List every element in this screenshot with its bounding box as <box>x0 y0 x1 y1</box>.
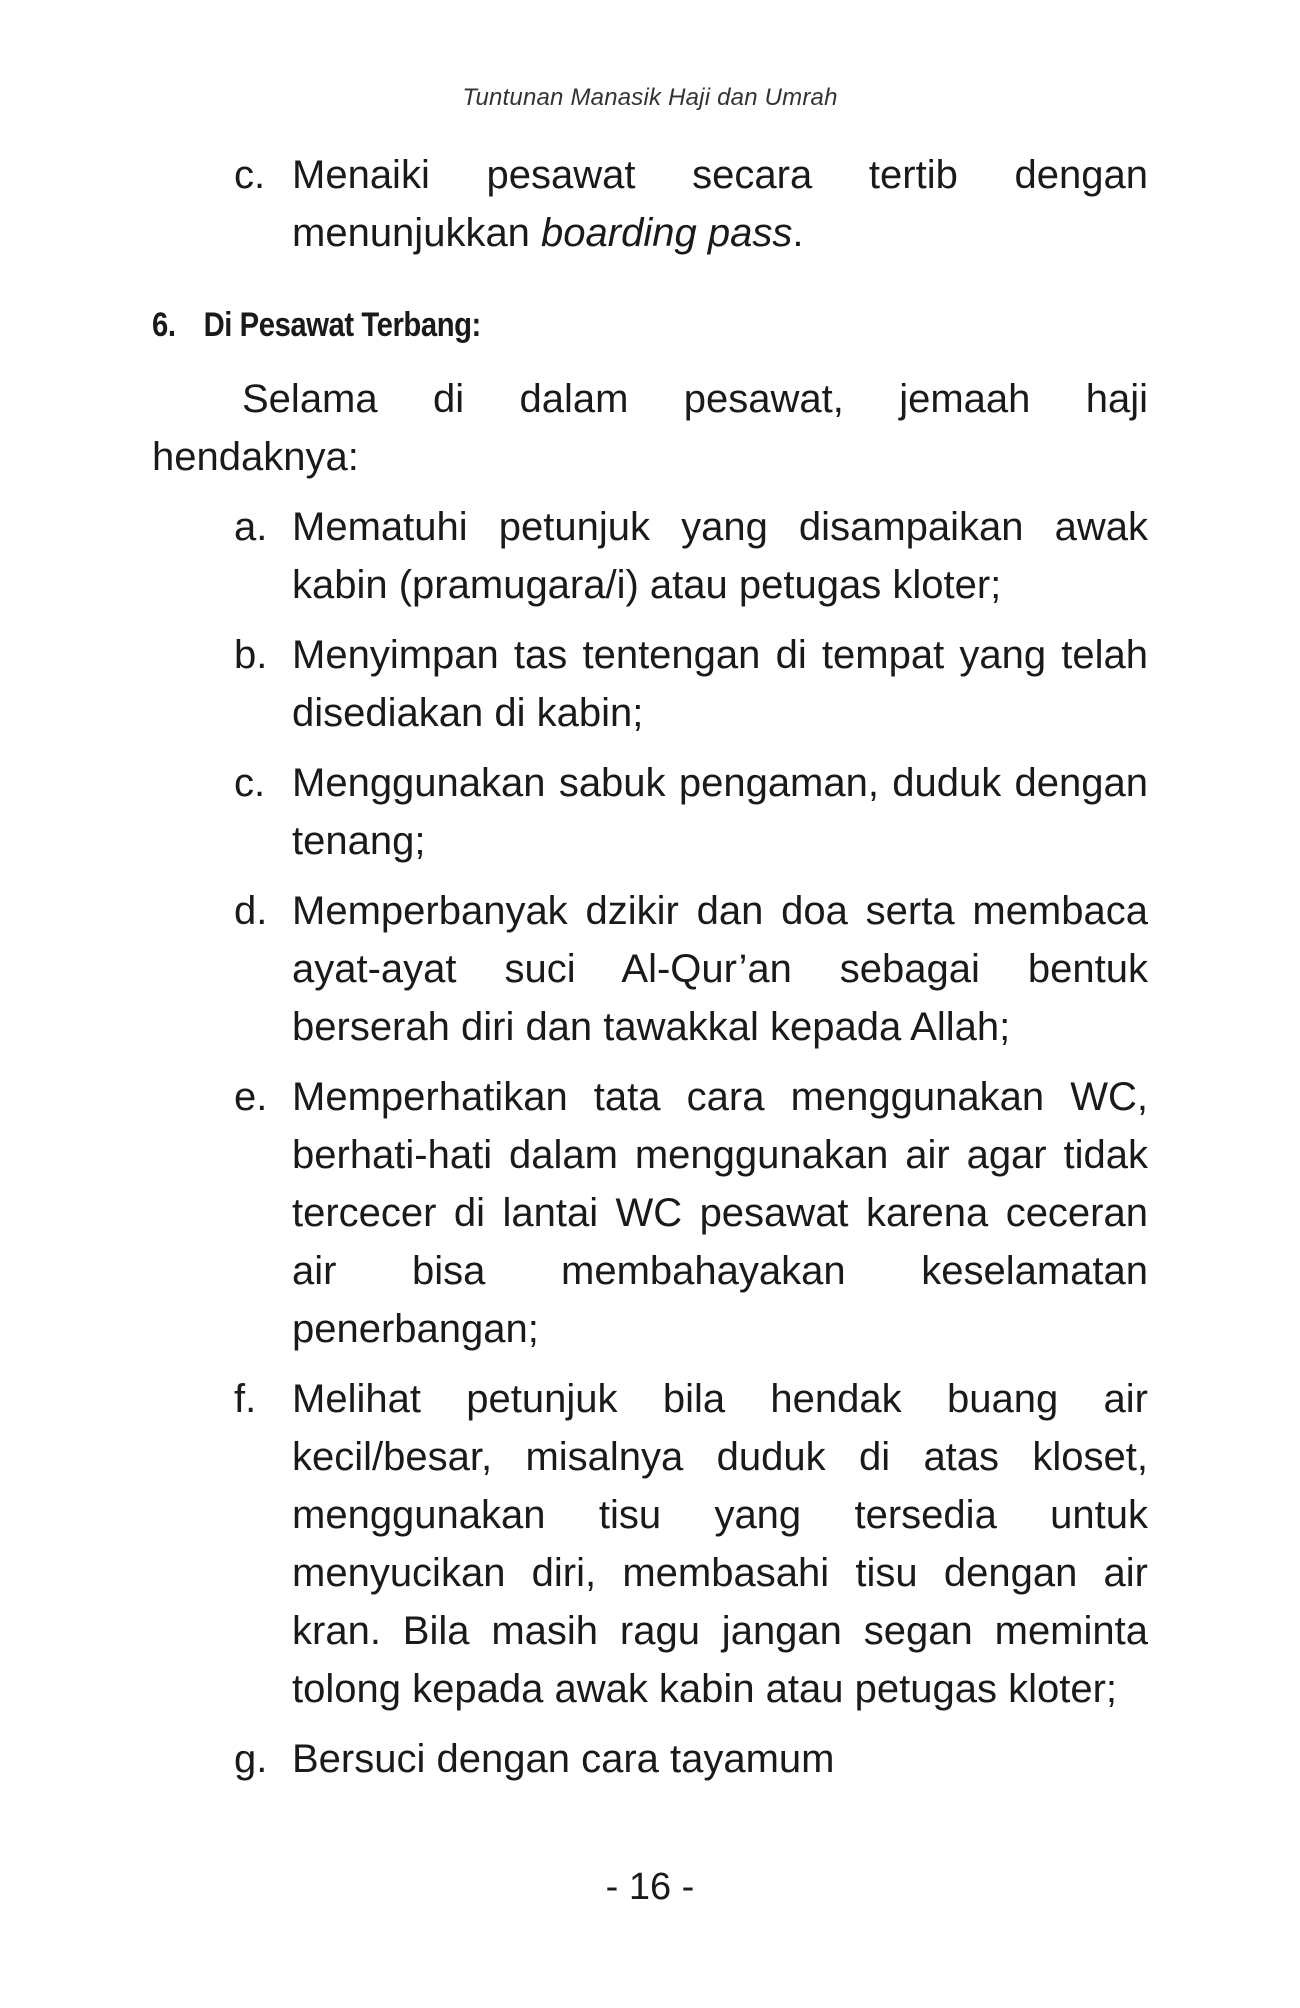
list-item-text: Memperhatikan tata cara menggunakan WC, berhati-hati dalam menggunakan air agar tidak tercecer di lantai WC pesawat karena ceceran air bisa membahayakan keselamatan penerbangan; <box>292 1075 1148 1351</box>
boarding-pass-term: boarding pass <box>541 211 793 255</box>
list-item-text: Memperbanyak dzikir dan doa serta membaca ayat-ayat suci Al-Qur’an sebagai bentuk berserah diri dan tawakkal kepada Allah; <box>292 889 1148 1049</box>
list-marker: c. <box>234 761 266 805</box>
list-marker: g. <box>234 1737 268 1781</box>
list-item-text: Menyimpan tas tentengan di tempat yang telah disediakan di kabin; <box>292 633 1148 735</box>
list-item <box>152 1068 1148 1358</box>
list-marker: f. <box>234 1377 257 1421</box>
section-heading <box>152 300 1009 350</box>
list-marker: c. <box>234 153 266 197</box>
list-item <box>152 754 1148 870</box>
list-item-line <box>292 204 1148 262</box>
list-item-text: Mematuhi petunjuk yang disampaikan awak kabin (pramugara/i) atau petugas kloter; <box>292 505 1148 607</box>
list-marker: d. <box>234 889 268 933</box>
list-item-text <box>292 146 1148 262</box>
section-number: 6. <box>152 306 176 344</box>
list-item-line-prefix: menunjukkan <box>292 211 542 255</box>
list-item <box>152 1730 1148 1788</box>
list-item-text: Menggunakan sabuk pengaman, duduk dengan tenang; <box>292 761 1148 863</box>
list-item-text: Melihat petunjuk bila hendak buang air kecil/besar, misalnya duduk di atas kloset, menggunakan tisu yang tersedia untuk menyucikan diri, membasahi tisu dengan air kran. Bila masih ragu jangan segan meminta tolong kepada awak kabin atau petugas kloter; <box>292 1377 1148 1711</box>
list-marker: b. <box>234 633 268 677</box>
intro-line: hendaknya: <box>152 435 359 479</box>
page-number: - 16 - <box>605 1866 695 1908</box>
intro-line: Selama di dalam pesawat, jemaah haji <box>242 377 1148 421</box>
list-item-text: Bersuci dengan cara tayamum <box>292 1737 835 1781</box>
list-item <box>152 498 1148 614</box>
list-item-continued <box>152 146 1148 262</box>
running-header: Tuntunan Manasik Haji dan Umrah <box>462 84 838 111</box>
page-content <box>152 146 1148 1800</box>
list-item <box>152 1370 1148 1718</box>
section-title: Di Pesawat Terbang: <box>203 306 481 344</box>
list-item <box>152 626 1148 742</box>
list-item-line: Menaiki pesawat secara tertib dengan <box>292 153 1148 197</box>
list-marker: e. <box>234 1075 268 1119</box>
list-item-line-suffix: . <box>792 211 804 255</box>
list-marker: a. <box>234 505 268 549</box>
section-intro <box>152 370 1148 486</box>
list-item <box>152 882 1148 1056</box>
